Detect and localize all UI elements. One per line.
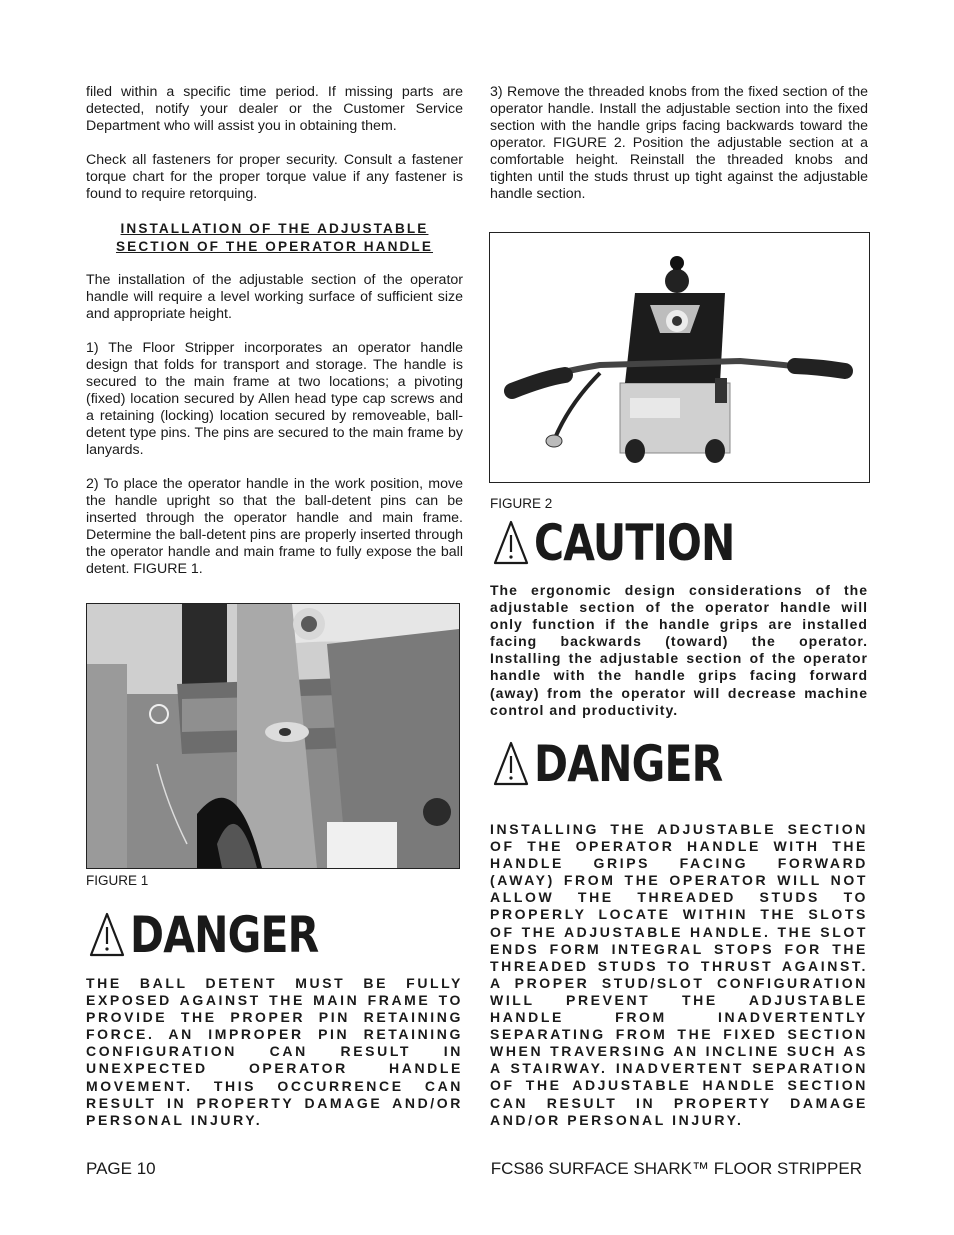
caution-word: CAUTION bbox=[534, 514, 735, 572]
paragraph-fasteners: Check all fasteners for proper security. Consult a fastener torque chart for the proper torque value if any fastener is found to require retorquing. bbox=[86, 152, 463, 202]
section-heading-line-1: INSTALLATION OF THE ADJUSTABLE bbox=[120, 221, 429, 236]
paragraph-missing-parts: filed within a specific time period. If missing parts are detected, notify your dealer or the Customer Service Department who will assist you in obtaining them. bbox=[86, 84, 463, 134]
paragraph-installation-intro: The installation of the adjustable section of the operator handle will require a level working surface of sufficient size and appropriate height. bbox=[86, 272, 463, 322]
danger-signal-2 bbox=[492, 735, 764, 793]
left-column bbox=[86, 84, 463, 578]
right-column bbox=[490, 84, 868, 203]
section-heading-line-2: SECTION OF THE OPERATOR HANDLE bbox=[115, 238, 433, 254]
warning-triangle-icon bbox=[88, 911, 126, 959]
operator-handle-photo bbox=[490, 233, 869, 482]
paragraph-step-1: 1) The Floor Stripper incorporates an operator handle design that folds for transport and storage. The handle is secured to the main frame at two locations; a pivoting (fixed) location secured by Allen head type cap screws and a retaining (locking) location secured by removeable, ball-detent type pins. The pins are secured to the main frame by lanyards. bbox=[86, 340, 463, 458]
paragraph-step-3: 3) Remove the threaded knobs from the fixed section of the operator handle. Install the adjustable section into the fixed section with the handle grips facing backwards toward the operator. FIGURE 2. Position the adjustable section at a comfortable height. Reinstall the threaded knobs and tighten until the studs thrust up tight against the adjustable handle section. bbox=[490, 84, 868, 202]
warning-triangle-icon bbox=[492, 740, 530, 788]
figure-2-photo bbox=[489, 232, 870, 483]
danger-word-1: DANGER bbox=[130, 906, 319, 964]
warning-triangle-icon bbox=[492, 519, 530, 567]
page-number: PAGE 10 bbox=[86, 1159, 156, 1178]
figure-1-photo bbox=[86, 603, 460, 869]
danger-text-1: THE BALL DETENT MUST BE FULLY EXPOSED AGAINST THE MAIN FRAME TO PROVIDE THE PROPER PIN RETAINING FORCE. AN IMPROPER PIN RETAINING CONFIGURATION CAN RESULT IN UNEXPECTED OPERATOR HANDLE MOVEMENT. THIS OCCURRENCE CAN RESULT IN PROPERTY DAMAGE AND/OR PERSONAL INJURY. bbox=[86, 975, 463, 1128]
caution-signal bbox=[492, 514, 779, 572]
figure-2-caption: FIGURE 2 bbox=[490, 496, 553, 511]
danger-text-2: INSTALLING THE ADJUSTABLE SECTION OF THE OPERATOR HANDLE WITH THE HANDLE GRIPS FACING FORWARD (AWAY) FROM THE OPERATOR WILL NOT ALLOW THE THREADED STUDS TO PROPERLY LOCATE WITHIN THE SLOTS OF THE ADJUSTABLE HANDLE. THE SLOT ENDS FORM INTEGRAL STOPS FOR THE THREADED STUDS TO THRUST AGAINST. A PROPER STUD/SLOT CONFIGURATION WILL PREVENT THE ADJUSTABLE HANDLE FROM INADVERTENTLY SEPARATING FROM THE FIXED SECTION WHEN TRAVERSING AN INCLINE SUCH AS A STAIRWAY. INADVERTENT SEPARATION OF THE ADJUSTABLE HANDLE SECTION CAN RESULT IN PROPERTY DAMAGE AND/OR PERSONAL INJURY. bbox=[490, 821, 868, 1128]
ball-detent-pin-photo bbox=[87, 604, 459, 868]
danger-word-2: DANGER bbox=[534, 735, 723, 793]
danger-signal-1 bbox=[88, 906, 360, 964]
paragraph-step-2: 2) To place the operator handle in the work position, move the handle upright so that the ball-detent pins can be inserted through the operator handle and main frame. Determine the ball-detent pins are properly inserted through the operator handle and main frame to fully expose the ball detent. FIGURE 1. bbox=[86, 476, 463, 577]
caution-text: The ergonomic design considerations of the adjustable section of the operator handle will only function if the handle grips are installed facing backwards (toward) the operator. Installing the adjustable section of the operator handle with the handle grips facing forward (away) from the operator will decrease machine control and productivity. bbox=[490, 582, 868, 718]
section-heading bbox=[86, 220, 463, 255]
figure-1-caption: FIGURE 1 bbox=[86, 873, 149, 888]
document-title: FCS86 SURFACE SHARK™ FLOOR STRIPPER bbox=[490, 1159, 862, 1178]
